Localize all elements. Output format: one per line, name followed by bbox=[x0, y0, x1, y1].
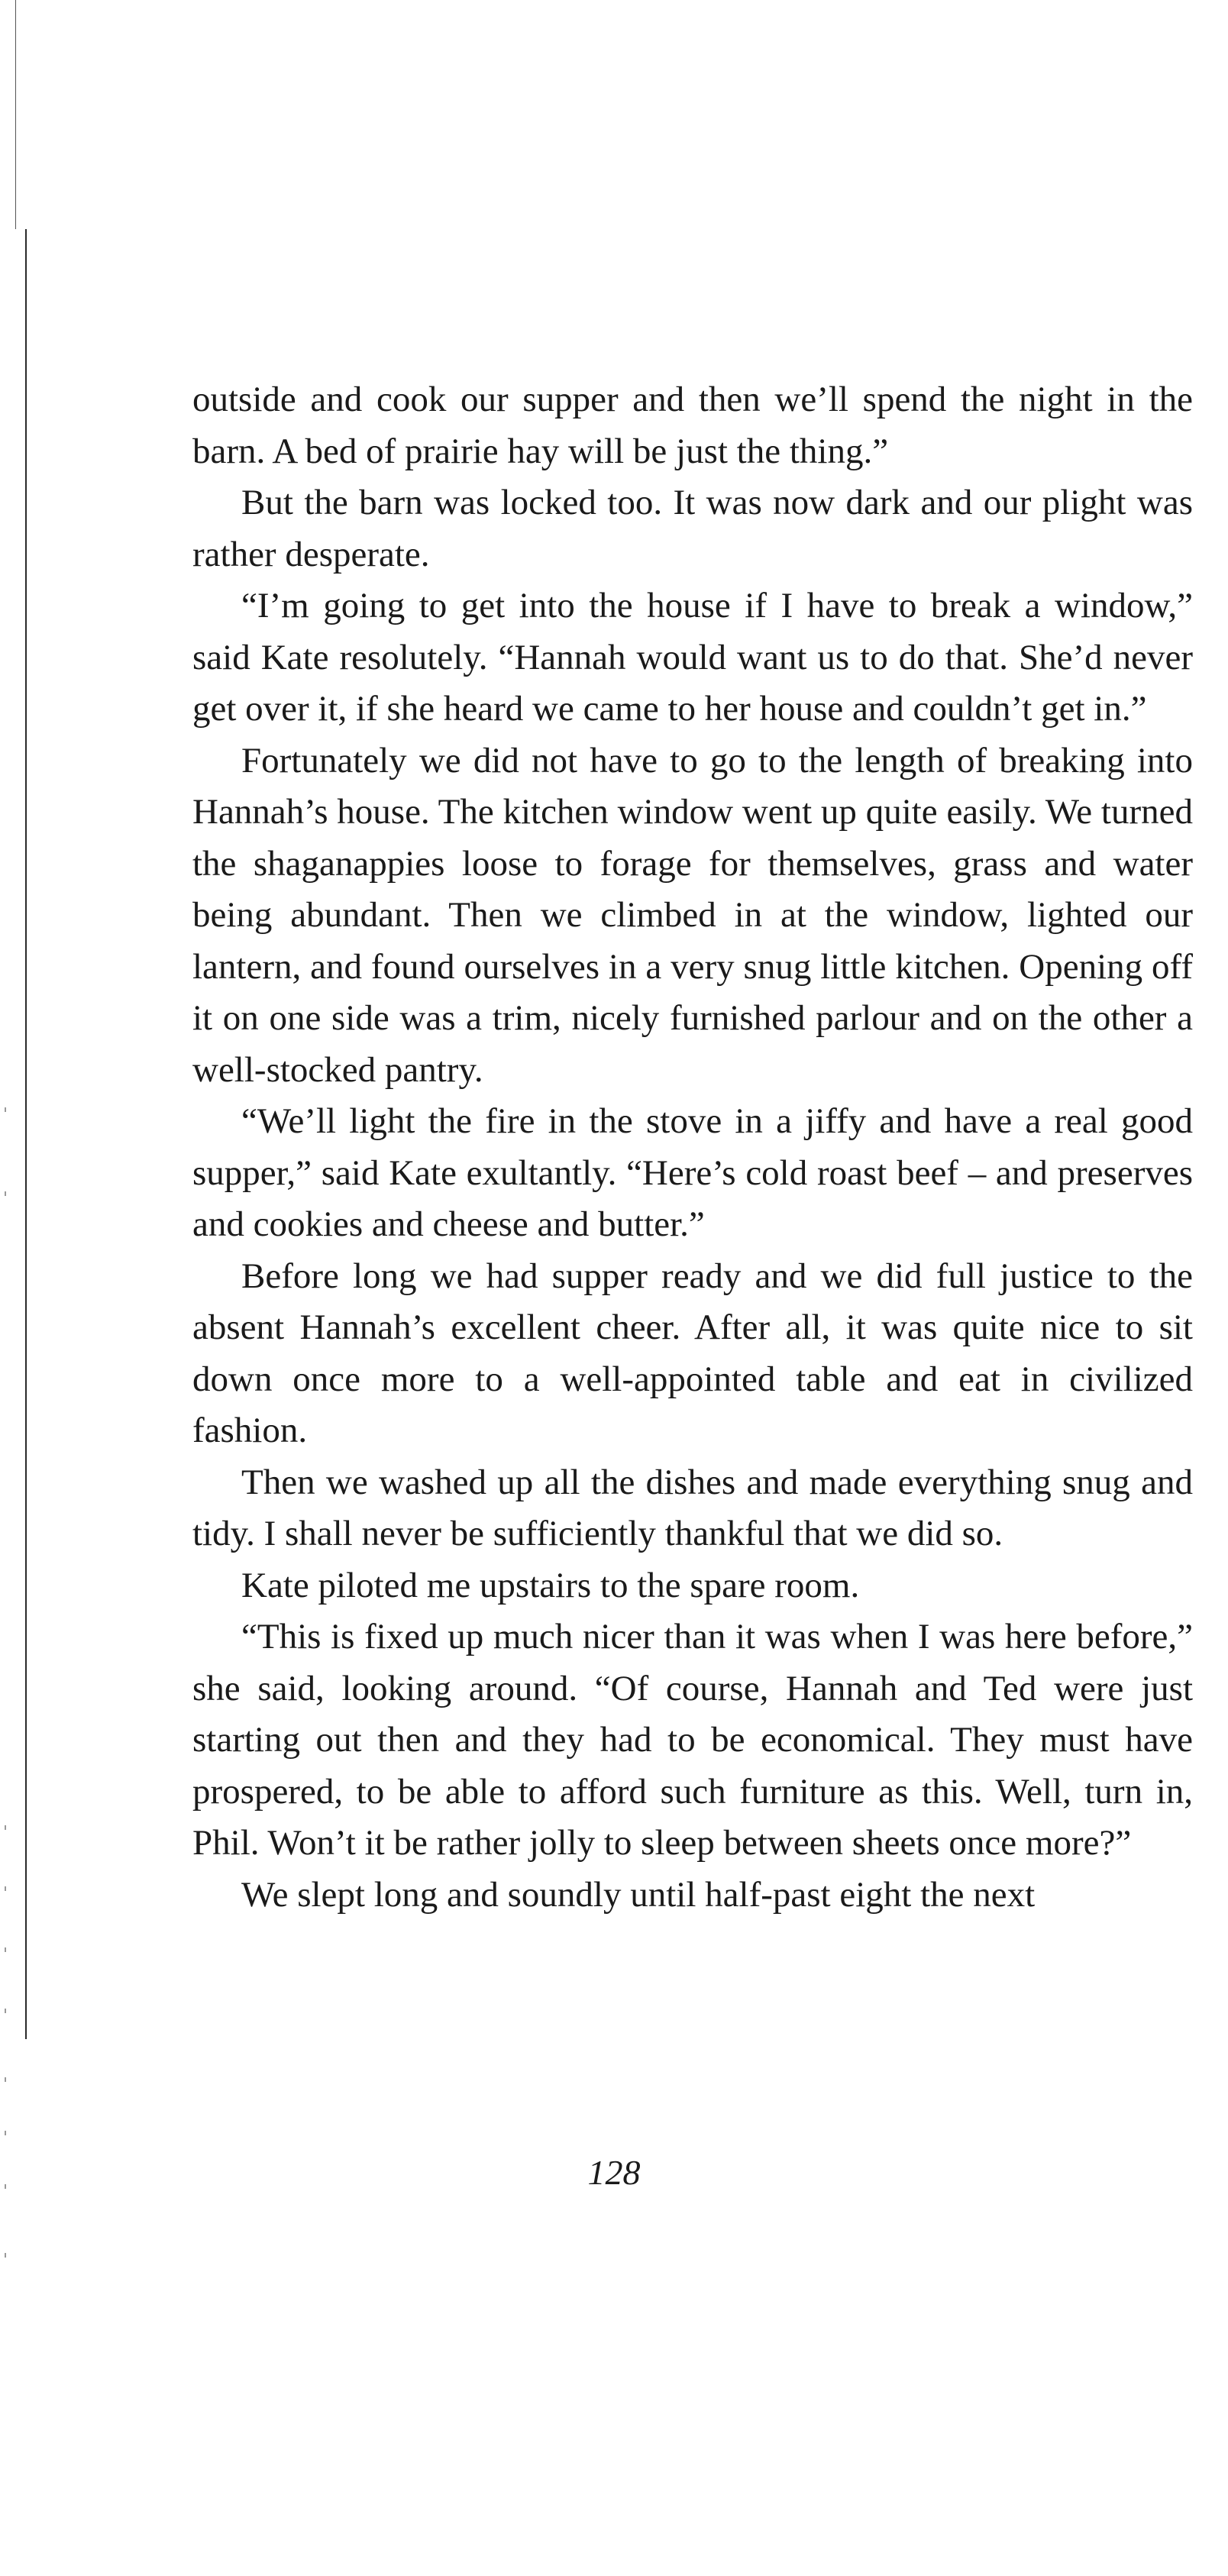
binding-mark bbox=[5, 1825, 6, 1830]
binding-edge bbox=[25, 229, 27, 2039]
paragraph: We slept long and soundly until half-past eight the next bbox=[241, 1874, 1036, 1915]
body-text bbox=[192, 374, 1193, 1921]
page-number: 128 bbox=[587, 2153, 641, 2192]
binding-mark bbox=[5, 2009, 6, 2013]
paragraph: outside and cook our supper and then we’ll spend the night in the barn. A bed of prairie hay will be just the thing.” bbox=[192, 380, 1193, 471]
binding-mark bbox=[5, 1107, 6, 1112]
paragraph: “We’ll light the fire in the stove in a jiffy and have a real good supper,” said Kate exultantly. “Here’s cold roast beef – and preserves and cookies and cheese and butter.” bbox=[192, 1101, 1193, 1244]
paragraph: “I’m going to get into the house if I have to break a window,” said Kate resolutely. “Hannah would want us to do that. She’d never get over it, if she heard we came to her house and couldn’t get in.” bbox=[192, 586, 1193, 729]
paragraph: Before long we had supper ready and we did full justice to the absent Hannah’s excellent cheer. After all, it was quite nice to sit down once more to a well-appointed table and eat in civilized fashion. bbox=[192, 1256, 1193, 1450]
binding-mark bbox=[5, 2131, 6, 2135]
paragraph: “This is fixed up much nicer than it was when I was here before,” she said, looking around. “Of course, Hannah and Ted were just starting out then and they had to be economical. They must have prospered, to be able to afford such furniture as this. Well, turn in, Phil. Won’t it be rather jolly to sleep between sheets once more?” bbox=[192, 1617, 1193, 1863]
binding-edge-top bbox=[15, 0, 16, 229]
binding-mark bbox=[5, 1947, 6, 1952]
binding-mark bbox=[5, 2253, 6, 2258]
paragraph: Fortunately we did not have to go to the length of breaking into Hannah’s house. The kitchen window went up quite easily. We turned the shaganappies loose to forage for themselves, grass and water being abundant. Then we climbed in at the window, lighted our lantern, and found ourselves in a very snug little kitchen. Opening off it on one side was a trim, nicely furnished parlour and on the other a well-stocked pantry. bbox=[192, 740, 1193, 1090]
binding-mark bbox=[5, 2077, 6, 2082]
paragraph: Then we washed up all the dishes and made everything snug and tidy. I shall never be sufficiently thankful that we did so. bbox=[192, 1462, 1193, 1553]
binding-mark bbox=[5, 1191, 6, 1196]
paragraph: But the barn was locked too. It was now dark and our plight was rather desperate. bbox=[192, 483, 1193, 574]
paragraph: Kate piloted me upstairs to the spare room. bbox=[241, 1565, 860, 1605]
binding-mark bbox=[5, 1886, 6, 1891]
